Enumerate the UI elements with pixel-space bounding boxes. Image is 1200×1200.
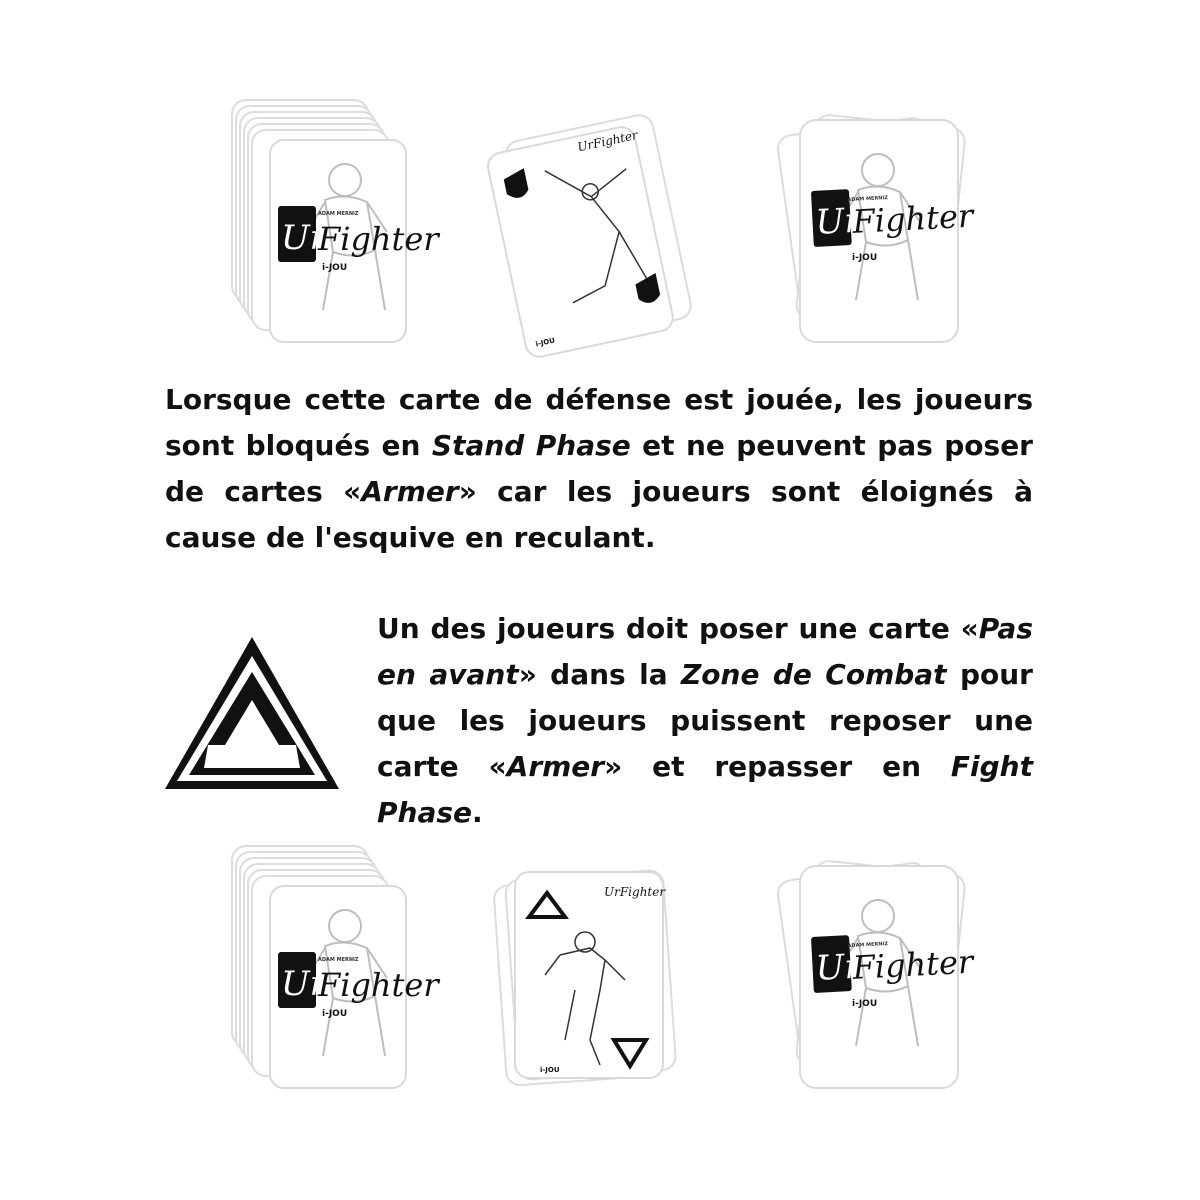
svg-text:UrFighter: UrFighter xyxy=(576,127,639,155)
top-left-card-stack xyxy=(232,100,440,342)
bottom-left-card-stack xyxy=(232,846,440,1088)
para2-text-4: » et repasser en xyxy=(604,750,951,783)
rule-paragraph-1 xyxy=(165,377,1033,561)
para2-italic-armer: Armer xyxy=(506,750,605,783)
card-brand: i-JOU xyxy=(322,263,348,273)
para1-text-1: Lorsque cette carte de défense est jouée, les joueurs sont bloqués en xyxy=(165,383,1033,462)
para2-italic-zone-de-combat: Zone de Combat xyxy=(681,658,947,691)
svg-text:UrFighter: UrFighter xyxy=(604,885,666,899)
top-right-card-stack xyxy=(776,114,976,342)
svg-text:i-JOU: i-JOU xyxy=(534,336,556,349)
para1-italic-armer: Armer xyxy=(361,475,459,508)
card-illustrations: Ur Fighter ADAM MERNIZ i-JOU UrFighter i-JOU ADAM MERNIZ i-JOU ADAM MERNIZ i-JOU UrFighter i-JOU ADAM MERNIZ i-JOU xyxy=(0,0,1200,1200)
para2-text-2: » dans la xyxy=(518,658,681,691)
bottom-right-card-stack xyxy=(776,860,976,1088)
para2-italic-pas-en-avant: Pas en avant xyxy=(377,612,1033,691)
svg-text:ADAM MERNIZ: ADAM MERNIZ xyxy=(847,941,889,950)
svg-text:i-JOU: i-JOU xyxy=(852,253,878,263)
para2-text-3: pour que les joueurs puissent reposer une carte « xyxy=(377,658,1033,783)
para2-text-1: Un des joueurs doit poser une carte « xyxy=(377,612,979,645)
bottom-middle-step-card xyxy=(493,870,677,1086)
triangle-up-icon xyxy=(165,637,339,789)
para2-italic-fight-phase: Fight Phase xyxy=(377,750,1033,829)
svg-text:i-JOU: i-JOU xyxy=(540,1066,560,1074)
svg-text:ADAM MERNIZ: ADAM MERNIZ xyxy=(847,195,889,204)
card-author: ADAM MERNIZ xyxy=(318,211,359,217)
para2-text-5: . xyxy=(472,796,483,829)
para1-text-3: » car les joueurs sont éloignés à cause de l'esquive en reculant. xyxy=(165,475,1034,554)
svg-text:i-JOU: i-JOU xyxy=(322,1009,348,1019)
rule-paragraph-2 xyxy=(377,606,1033,836)
para1-text-2: et ne peuvent pas poser de cartes « xyxy=(165,429,1033,508)
top-middle-defense-card xyxy=(484,113,695,360)
svg-text:ADAM MERNIZ: ADAM MERNIZ xyxy=(318,957,359,963)
svg-text:i-JOU: i-JOU xyxy=(852,999,878,1009)
para1-italic-stand-phase: Stand Phase xyxy=(431,429,631,462)
